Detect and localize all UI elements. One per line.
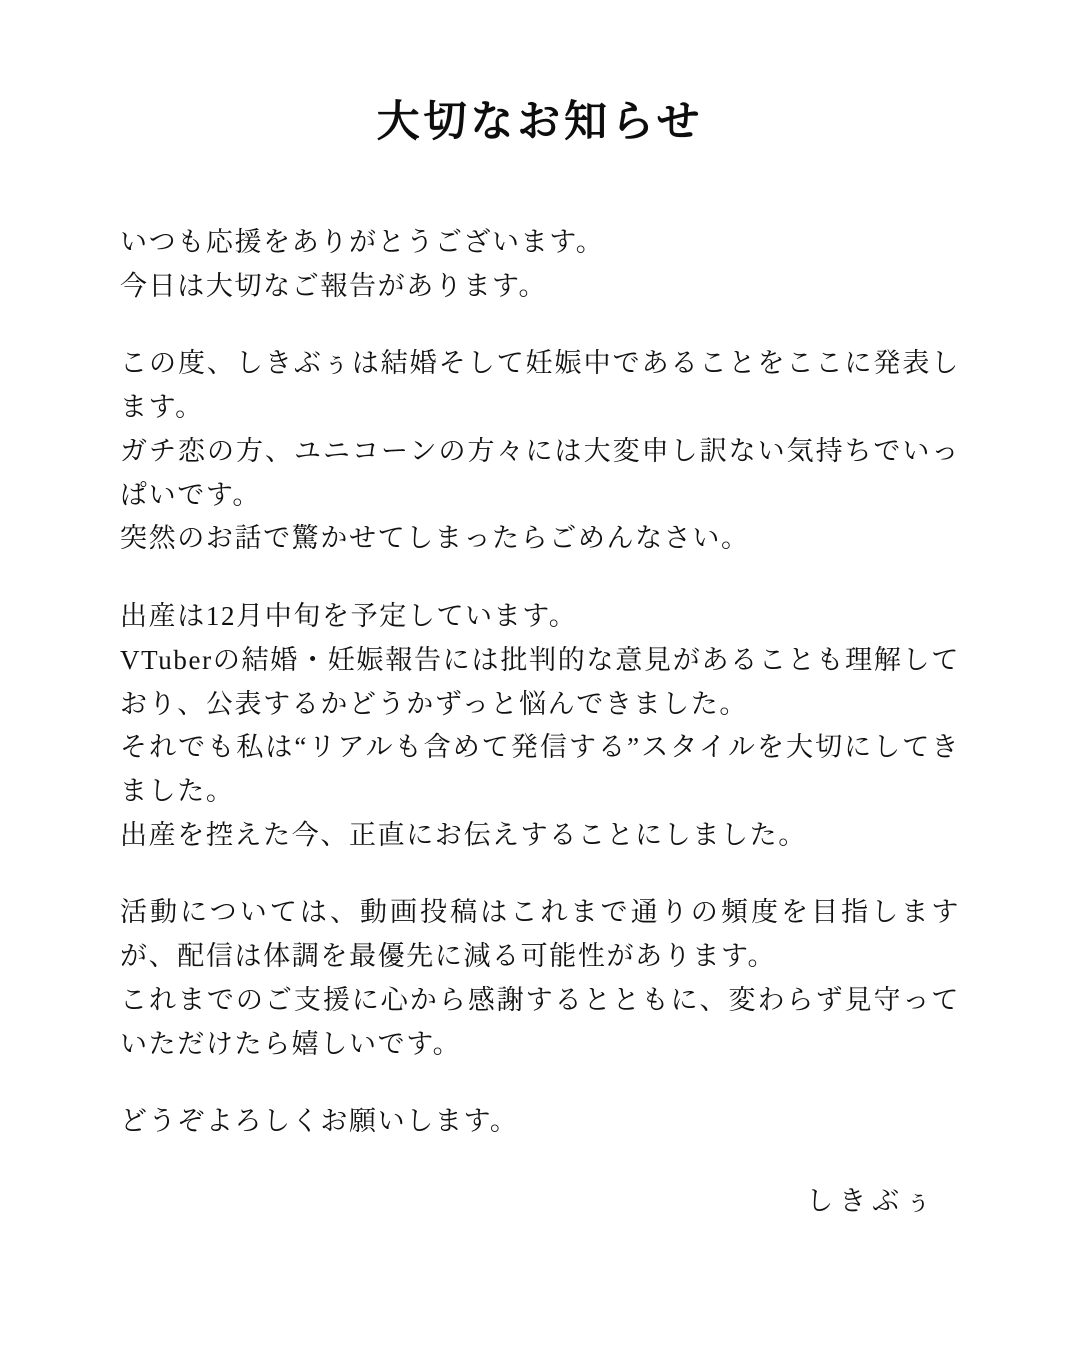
paragraph-line: 出産を控えた今、正直にお伝えすることにしました。 [120, 819, 807, 850]
paragraph-line: いつも応援をありがとうございます。 [120, 226, 605, 257]
paragraph-line: ガチ恋の方、ユニコーンの方々には大変申し訳ない気持ちでいっぱいです。 [120, 435, 960, 510]
paragraph-line: 突然のお話で驚かせてしまったらごめんなさい。 [120, 523, 750, 554]
paragraph-closing [120, 1100, 960, 1144]
page-title: 大切なお知らせ [376, 99, 704, 146]
signature-area [120, 1179, 960, 1290]
paragraph-line: 活動については、動画投稿はこれまで通りの頻度を目指しますが、配信は体調を最優先に減る可能性があります。 [120, 897, 960, 972]
paragraph-line: この度、しきぶぅは結婚そして妊娠中であることをここに発表します。 [120, 348, 960, 423]
paragraph-line: どうぞよろしくお願いします。 [120, 1106, 519, 1137]
paragraph-line: それでも私は“リアルも含めて発信する”スタイルを大切にしてきました。 [120, 732, 960, 806]
paragraph-activity [120, 891, 960, 1066]
paragraph-line: 出産は12月中旬を予定しています。 [120, 601, 578, 632]
paragraph-line: VTuberの結婚・妊娠報告には批判的な意見があることも理解しており、公表するかどうかずっと悩んできました。 [120, 644, 960, 719]
signature: しきぶぅ [806, 1186, 938, 1216]
paragraph-details [120, 595, 960, 857]
paragraph-line: これまでのご支援に心から感謝するとともに、変わらず見守っていただけたら嬉しいです。 [120, 984, 960, 1059]
paragraph-greeting [120, 221, 960, 308]
paragraph-announcement [120, 342, 960, 561]
paragraph-line: 今日は大切なご報告があります。 [120, 270, 548, 301]
